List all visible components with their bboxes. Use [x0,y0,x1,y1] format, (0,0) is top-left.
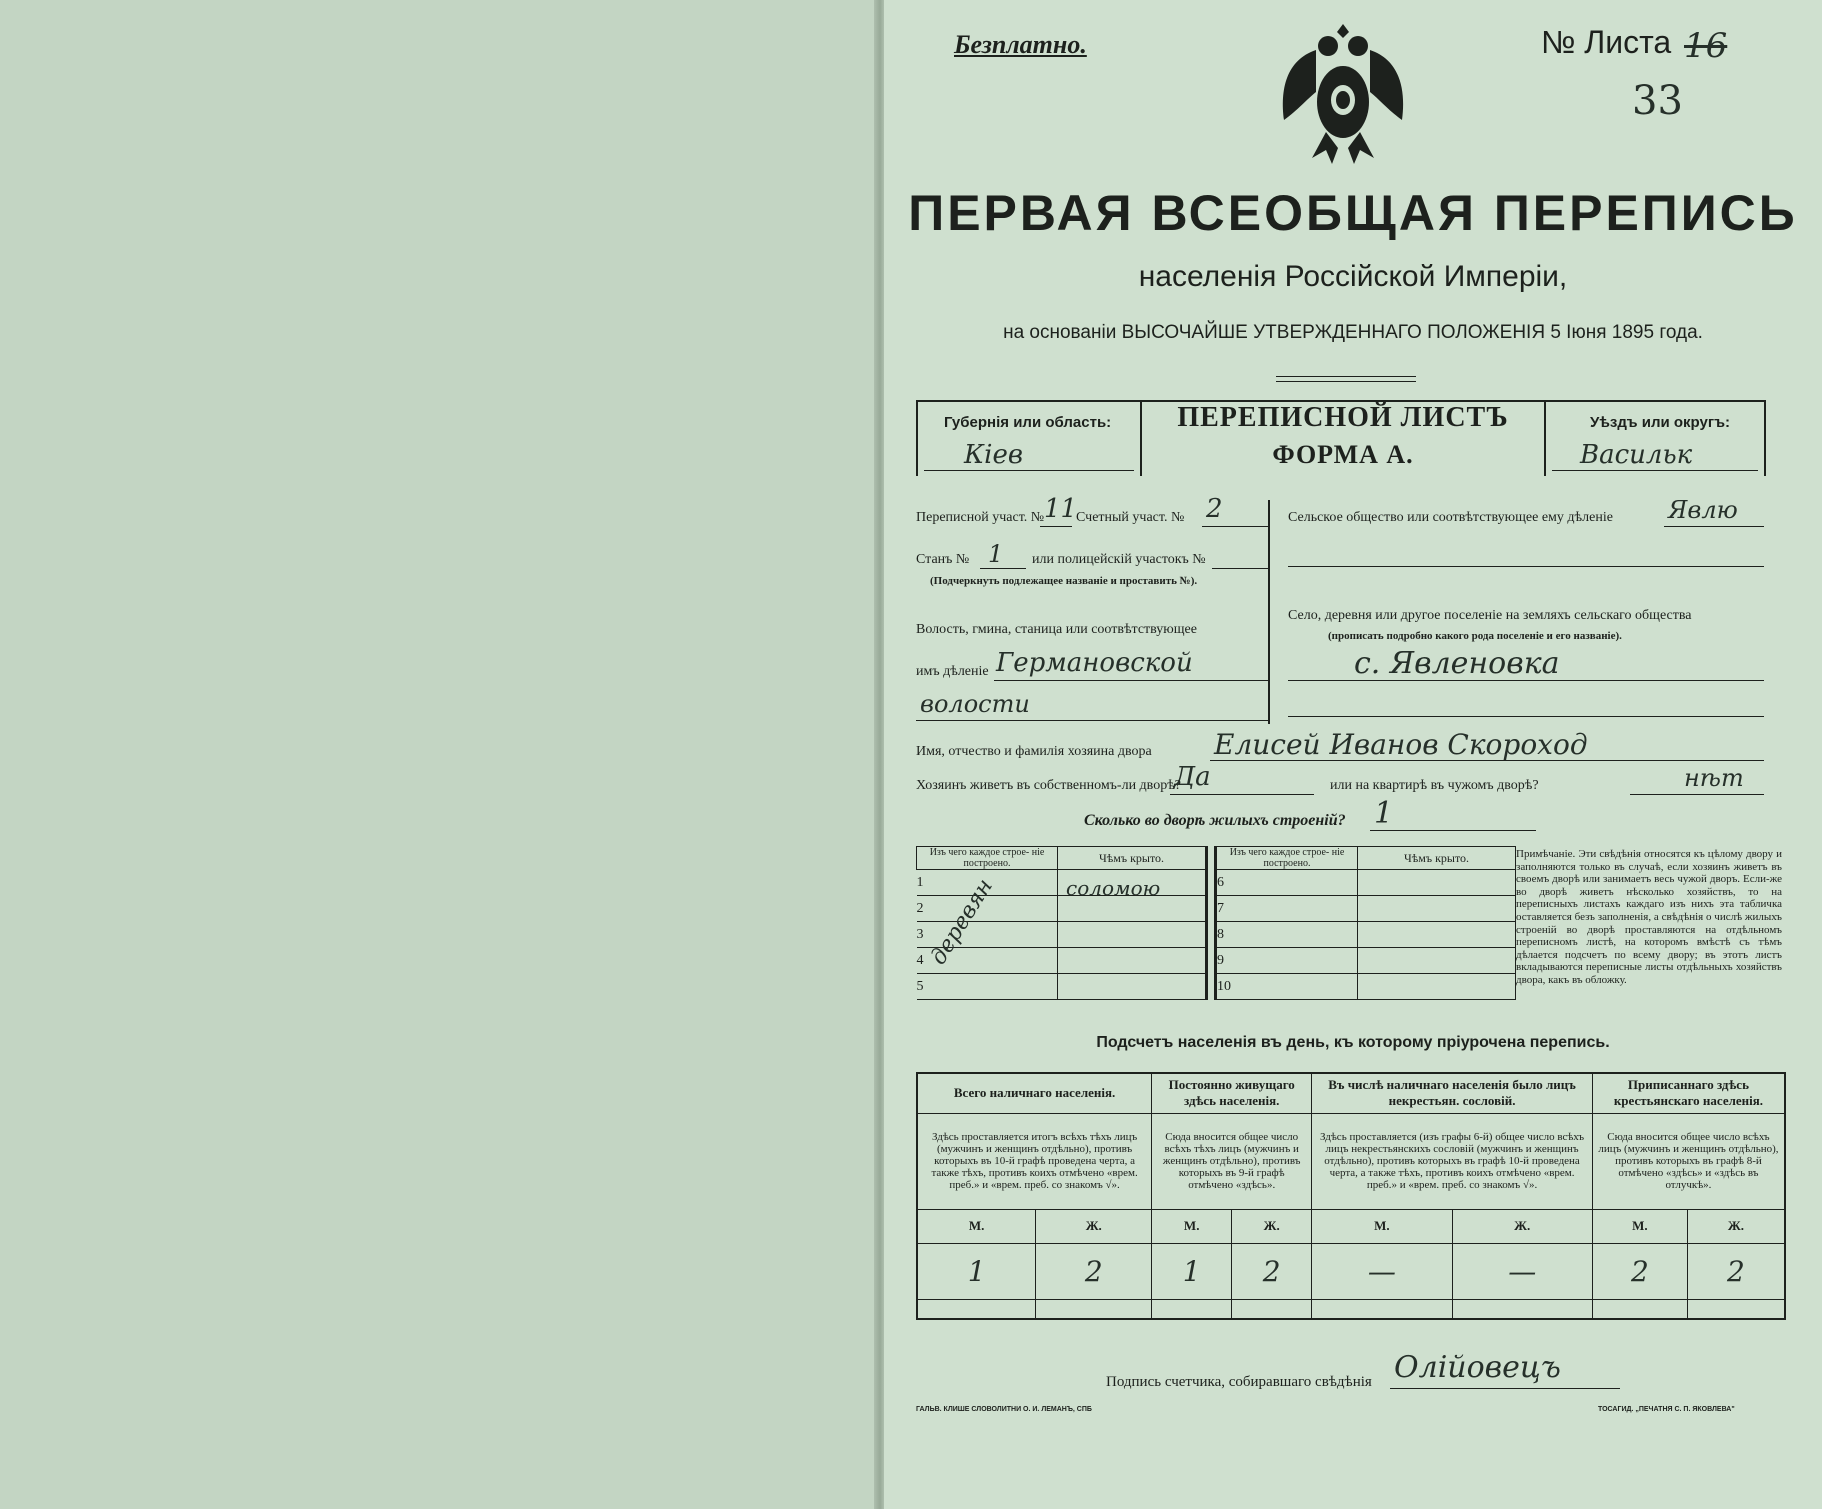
row-number: 2 [917,896,1058,922]
count-area-line [1202,526,1268,527]
roof-cell-4 [1058,948,1206,974]
row-number: 9 [1217,948,1358,974]
volost-label: Волость, гмина, станица или соотвѣтствующее [916,622,1197,637]
signature-line [1390,1388,1620,1389]
volost-line-2 [916,720,1268,721]
sub-female: Ж. [1452,1209,1592,1243]
population-count-table [916,1072,1786,1320]
value-permanent-female: 2 [1232,1243,1312,1299]
rural-society-line-2 [1288,566,1764,567]
underline-note: (Подчеркнуть подлежащее названіе и проставить №). [930,575,1198,587]
fields-column-divider [1268,500,1270,724]
value-peasant-female: 2 [1687,1243,1785,1299]
rural-society-value: Явлю [1668,496,1738,524]
sub-male: М. [1152,1209,1232,1243]
province-value: Кіев [964,440,1023,470]
census-area-label: Переписной участ. № [916,510,1045,525]
rural-society-line [1664,526,1764,527]
volost-value-2: волости [920,690,1030,718]
province-line [924,470,1134,471]
col-header-peasant: Приписаннаго здѣсь крестьянскаго населенія. [1592,1073,1785,1113]
col-note-total: Здѣсь проставляется итогъ всѣхъ тѣхъ лицъ (мужчинъ и женщинъ отдѣльно), противъ которыхъ въ 10-й графѣ проведена черта, а также тѣхъ, противъ коихъ отмѣчено «врем. преб.» и «врем. преб. со знакомъ √». [917,1113,1152,1209]
header-band-right-edge [1764,400,1766,476]
own-yard-label: Хозяинъ живетъ въ собственномъ-ли дворѣ? [916,778,1182,793]
document-title: ПЕРВАЯ ВСЕОБЩАЯ ПЕРЕПИСЬ [908,185,1798,241]
remark-note: Примѣчаніе. Эти свѣдѣнія относятся къ цѣлому двору и заполняются только въ случаѣ, если хозяинъ живетъ въ своемъ дворѣ или занимаетъ весь чужой дворъ. Если-же во дворѣ живетъ нѣсколько хозяйствъ, то на переписныхъ листахъ каждаго изъ нихъ эта табличка оставляется безъ заполненія, а свѣдѣнія о числѣ жилыхъ строеній во дворѣ проставляются на отдѣльномъ переписномъ листѣ, на которомъ вмѣстѣ съ тѣмъ дѣлается подсчетъ по всему двору; въ этотъ листъ вкладываются переписные листы отдѣльныхъ хозяйствъ двора, какъ въ обложку. [1516,848,1782,986]
buildings-table [916,846,1528,1004]
district-line [1552,470,1758,471]
sheet-number-handwritten: 16 [1684,26,1728,66]
row-number: 1 [917,870,1058,896]
row-number: 6 [1217,870,1358,896]
ornament-divider [1276,376,1416,382]
empty-cell [1232,1299,1312,1319]
header-band-left-edge [916,400,918,476]
empty-cell [1312,1299,1452,1319]
value-permanent-male: 1 [1152,1243,1232,1299]
material-header: Изъ чего каждое строе- ніе построено. [1217,847,1358,870]
form-letter: ФОРМА А. [1272,440,1414,469]
col-header-non-peasant: Въ числѣ наличнаго населенія было лицъ некрестьян. сословій. [1312,1073,1593,1113]
stan-value: 1 [988,540,1004,568]
buildings-table-right [1216,846,1516,1000]
row-number: 10 [1217,974,1358,1000]
signature-label: Подпись счетчика, собиравшаго свѣдѣнія [1106,1374,1372,1390]
rural-society-label: Сельское общество или соотвѣтствующее ему дѣленіе [1288,510,1613,525]
roof-header: Чѣмъ крыто. [1058,847,1206,870]
roof-header: Чѣмъ крыто. [1358,847,1516,870]
double-headed-eagle-icon [1276,20,1410,170]
rent-line [1630,794,1764,795]
buildings-table-double-rule [1206,846,1216,1000]
sheet-number-handwritten-2: 33 [1632,78,1683,124]
village-line [1288,680,1764,681]
province-label: Губернія или область: [944,414,1112,431]
roof-handwritten: соломою [1066,876,1161,900]
sheet-number-label: № Листа [1541,24,1672,60]
buildings-line [1370,830,1536,831]
value-total-male: 1 [917,1243,1036,1299]
empty-cell [1036,1299,1152,1319]
buildings-value: 1 [1374,796,1394,831]
police-district-label: или полицейскій участокъ № [1032,552,1206,567]
owner-line [1210,760,1764,761]
own-yard-value: Да [1174,762,1211,792]
sub-male: М. [917,1209,1036,1243]
free-stamp: Безплатно. [954,30,1087,59]
volost-line [994,680,1268,681]
roof-cell-6 [1358,870,1516,896]
row-number: 4 [917,948,1058,974]
row-number: 8 [1217,922,1358,948]
district-value: Васильк [1580,440,1693,470]
count-area-value: 2 [1206,494,1223,524]
stan-label: Станъ № [916,552,970,567]
sub-male: М. [1592,1209,1687,1243]
empty-cell [1452,1299,1592,1319]
row-number: 7 [1217,896,1358,922]
sub-female: Ж. [1687,1209,1785,1243]
legal-basis: на основаніи ВЫСОЧАЙШЕ УТВЕРЖДЕННАГО ПОЛОЖЕНІЯ 5 Іюня 1895 года. [1003,322,1703,343]
col-note-peasant: Сюда вносится общее число всѣхъ лицъ (мужчинъ и женщинъ отдѣльно), противъ которыхъ въ графѣ 8-й отмѣчено «здѣсь» и «здѣсь въ отлучкѣ». [1592,1113,1785,1209]
rent-label: или на квартирѣ въ чужомъ дворѣ? [1330,778,1539,793]
sub-male: М. [1312,1209,1452,1243]
form-title: ПЕРЕПИСНОЙ ЛИСТЪ [1177,402,1509,433]
col-note-permanent: Сюда вносится общее число всѣхъ тѣхъ лицъ (мужчинъ и женщинъ отдѣльно), противъ которыхъ въ 9-й графѣ отмѣчено «здѣсь». [1152,1113,1312,1209]
printer-imprint-left: ГАЛЬВ. КЛИШЕ СЛОВОЛИТНИ О. И. ЛЕМАНЪ, СПБ [916,1406,1092,1413]
volost-value: Германовской [996,648,1193,678]
roof-cell-7 [1358,896,1516,922]
empty-cell [1152,1299,1232,1319]
document-subtitle: населенія Россійской Имперіи, [1138,260,1568,293]
material-header: Изъ чего каждое строе- ніе построено. [917,847,1058,870]
sub-female: Ж. [1232,1209,1312,1243]
own-yard-line [1170,794,1314,795]
printer-imprint-right: ТОСАГИД. „ПЕЧАТНЯ С. П. ЯКОВЛЕВА" [1598,1406,1735,1413]
value-total-female: 2 [1036,1243,1152,1299]
owner-label: Имя, отчество и фамилія хозяина двора [916,744,1152,759]
village-value: с. Явленовка [1354,646,1560,681]
roof-cell-8 [1358,922,1516,948]
empty-cell [1592,1299,1687,1319]
value-non-peasant-female: — [1452,1243,1592,1299]
col-header-permanent: Постоянно живущаго здѣсь населенія. [1152,1073,1312,1113]
col-note-non-peasant: Здѣсь проставляется (изъ графы 6-й) общее число всѣхъ лицъ некрестьянскихъ сословій (мужчинъ и женщинъ отдѣльно), противъ которыхъ въ графѣ 10-й проведена черта, а также тѣхъ, противъ коихъ отмѣчено «врем. преб.» и «врем. преб. со знакомъ √». [1312,1113,1593,1209]
header-band-divider-right [1544,400,1546,476]
col-header-total: Всего наличнаго населенія. [917,1073,1152,1113]
stan-line [980,568,1026,569]
district-label: Уѣздъ или округъ: [1590,414,1731,431]
roof-cell-5 [1058,974,1206,1000]
census-area-line [1040,526,1072,527]
rent-value: нѣт [1684,764,1744,792]
count-area-label: Счетный участ. № [1076,510,1185,525]
village-line-2 [1288,716,1764,717]
empty-cell [1687,1299,1785,1319]
volost-label-2: имъ дѣленіе [916,664,989,679]
sub-female: Ж. [1036,1209,1152,1243]
owner-value: Елисей Иванов Скороход [1214,728,1588,761]
census-area-value: 11 [1044,494,1078,524]
left-blank-page [0,0,878,1509]
right-page [884,0,1822,1509]
empty-cell [917,1299,1036,1319]
roof-cell-9 [1358,948,1516,974]
roof-cell-10 [1358,974,1516,1000]
count-title: Подсчетъ населенія въ день, къ которому пріурочена перепись. [1096,1034,1610,1051]
building-material-handwritten: деревян [926,874,999,970]
row-number: 3 [917,922,1058,948]
village-note: (прописать подробно какого рода поселеніе и его названіе). [1328,630,1622,642]
row-number: 5 [917,974,1058,1000]
roof-cell-3 [1058,922,1206,948]
value-peasant-male: 2 [1592,1243,1687,1299]
village-label: Село, деревня или другое поселеніе на земляхъ сельскаго общества [1288,608,1692,623]
value-non-peasant-male: — [1312,1243,1452,1299]
enumerator-signature: Олійовецъ [1394,1350,1561,1385]
police-district-line [1212,568,1268,569]
buildings-label: Сколько во дворѣ жилыхъ строеній? [1084,812,1346,829]
